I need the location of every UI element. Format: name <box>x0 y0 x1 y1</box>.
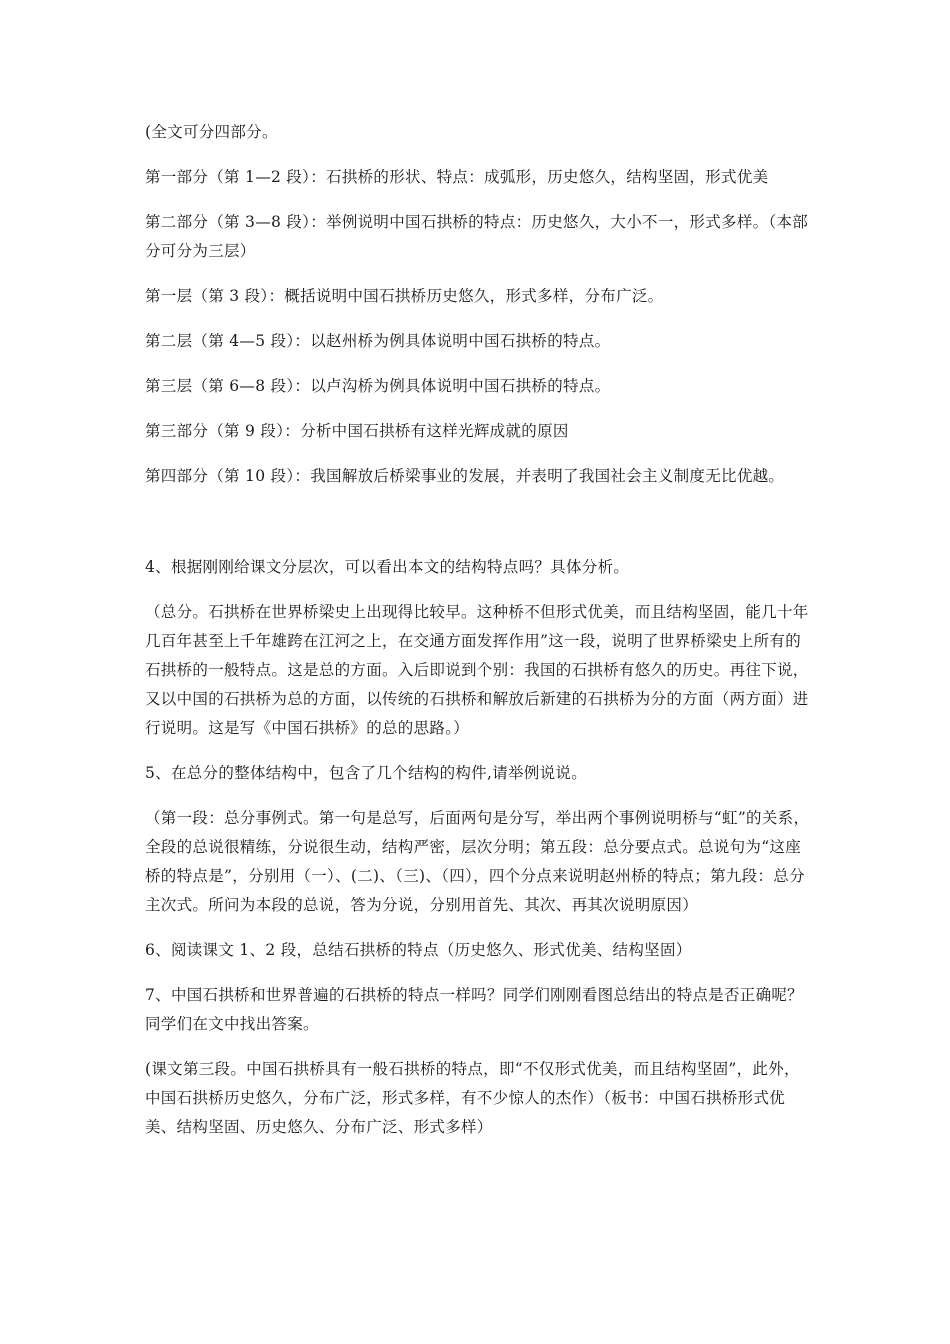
paragraph-part-1: 第一部分（第 1—2 段）：石拱桥的形状、特点：成弧形，历史悠久，结构坚固，形式优美 <box>145 168 769 186</box>
paragraph-part-2: 第二部分（第 3—8 段）：举例说明中国石拱桥的特点：历史悠久，大小不一，形式多样。（本部分可分为三层） <box>145 213 809 260</box>
paragraph-layer-3: 第三层（第 6—8 段）：以卢沟桥为例具体说明中国石拱桥的特点。 <box>145 377 611 395</box>
answer-4: （总分。石拱桥在世界桥梁史上出现得比较早。这种桥不但形式优美，而且结构坚固，能几十年几百年甚至上千年雄跨在江河之上，在交通方面发挥作用”这一段，说明了世界桥梁史上所有的石拱桥的一般特点。这是总的方面。入后即说到个别：我国的石拱桥有悠久的历史。再往下说，又以中国的石拱桥为总的方面，以传统的石拱桥和解放后新建的石拱桥为分的方面（两方面）进行说明。这是写《中国石拱桥》的总的思路。） <box>145 603 809 737</box>
document-body <box>145 118 813 1158</box>
paragraph-layer-2: 第二层（第 4—5 段）：以赵州桥为例具体说明中国石拱桥的特点。 <box>145 332 611 350</box>
paragraph-part-3: 第三部分（第 9 段）：分析中国石拱桥有这样光辉成就的原因 <box>145 422 569 440</box>
question-7: 7、中国石拱桥和世界普遍的石拱桥的特点一样吗？同学们刚刚看图总结出的特点是否正确呢？同学们在文中找出答案。 <box>145 986 803 1033</box>
question-5: 5、在总分的整体结构中，包含了几个结构的构件,请举例说说。 <box>145 764 587 782</box>
paragraph-part-4: 第四部分（第 10 段）：我国解放后桥梁事业的发展，并表明了我国社会主义制度无比优越。 <box>145 467 785 485</box>
question-6: 6、阅读课文 1、2 段，总结石拱桥的特点（历史悠久、形式优美、结构坚固） <box>145 941 692 959</box>
paragraph-intro: (全文可分四部分。 <box>145 123 278 141</box>
section-spacer <box>145 507 813 553</box>
answer-7: (课文第三段。中国石拱桥具有一般石拱桥的特点，即“不仅形式优美，而且结构坚固”，此外，中国石拱桥历史悠久，分布广泛，形式多样，有不少惊人的杰作）（板书：中国石拱桥形式优美、结构坚固、历史悠久、分布广泛、形式多样） <box>145 1060 800 1136</box>
paragraph-layer-1: 第一层（第 3 段）：概括说明中国石拱桥历史悠久，形式多样，分布广泛。 <box>145 287 664 305</box>
answer-5: （第一段：总分事例式。第一句是总写，后面两句是分写，举出两个事例说明桥与“虹”的关系，全段的总说很精练，分说很生动，结构严密，层次分明；第五段：总分要点式。总说句为“这座桥的特点是”，分别用（一）、(二)、（三)、（四），四个分点来说明赵州桥的特点；第九段：总分主次式。所问为本段的总说，答为分说，分别用首先、其次、再其次说明原因） <box>145 809 810 914</box>
question-4: 4、根据刚刚给课文分层次，可以看出本文的结构特点吗？具体分析。 <box>145 558 630 576</box>
